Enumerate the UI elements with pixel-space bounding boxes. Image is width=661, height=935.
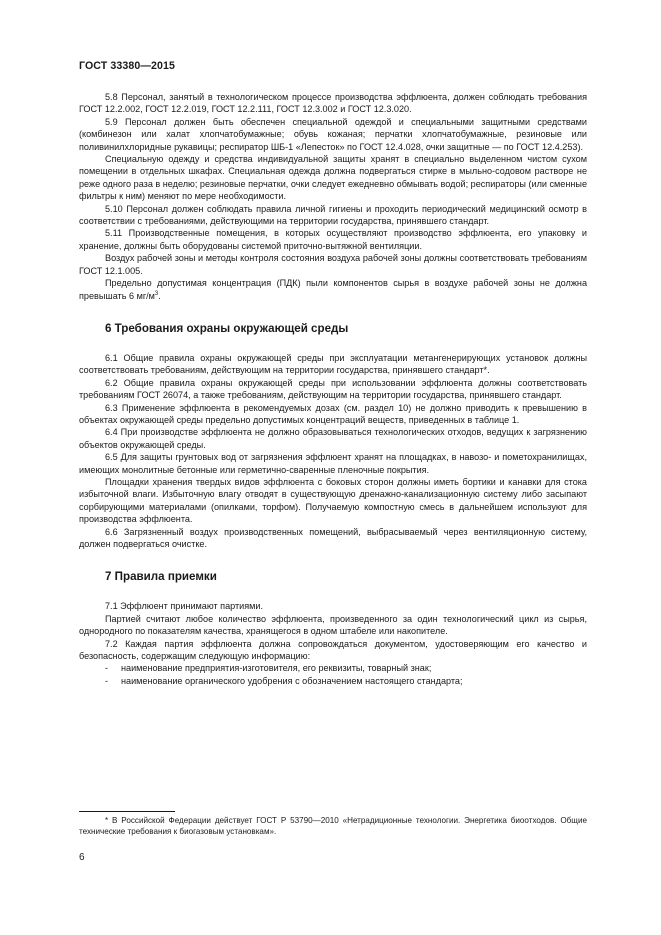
paragraph-5-8: 5.8 Персонал, занятый в технологическом процессе производства эффлюента, должен соблюдать требования ГОСТ 12.2.002, ГОСТ 12.2.019, ГОСТ 12.2.111, ГОСТ 12.3.002 и ГОСТ 12.3.020. bbox=[79, 92, 587, 115]
paragraph-6-3: 6.3 Применение эффлюента в рекомендуемых дозах (см. раздел 10) не должно приводить к превышению в объектах окружающей среды предельно допустимых концентраций веществ, приведенных в таблице 1. bbox=[79, 402, 587, 425]
paragraph-5-11-pdk bbox=[79, 277, 587, 302]
pdk-text-end: . bbox=[158, 290, 161, 301]
paragraph-5-9: 5.9 Персонал должен быть обеспечен специальной одеждой и специальными защитными средствами (комбинезон или халат хлопчатобумажные; обувь кожаная; перчатки хлопчатобумажные, резиновые или поливинилхлоридные рукавицы; респиратор ШБ-1 «Лепесток» по ГОСТ 12.4.028, очки защитные — по ГОСТ 12.4.253). bbox=[79, 116, 587, 152]
paragraph-5-11: 5.11 Производственные помещения, в которых осуществляют производство эффлюента, его упаковку и хранение, должны быть оборудованы системой приточно-вытяжной вентиляции. bbox=[79, 228, 587, 251]
paragraph-6-4: 6.4 При производстве эффлюента не должно образовываться технологических отходов, ведущих к загрязнению объектов окружающей среды. bbox=[79, 427, 587, 450]
section-7-heading: 7 Правила приемки bbox=[105, 570, 217, 584]
paragraph-6-5: 6.5 Для защиты грунтовых вод от загрязнения эффлюент хранят на площадках, в навозо- и пометохранилищах, имеющих монолитные бетонные или герметично-сваренные пленочные покрытия. bbox=[79, 452, 587, 475]
section-6-heading: 6 Требования охраны окружающей среды bbox=[105, 321, 349, 335]
paragraph-7-1-batch: Партией считают любое количество эффлюента, произведенного за один технологический цикл из сырья, однородного по показателям качества, хранящегося в одном штабеле или накопителе. bbox=[79, 613, 587, 637]
pdk-text: Предельно допустимая концентрация (ПДК) пыли компонентов сырья в воздухе рабочей зоны не должна превышать 6 мг/м bbox=[79, 278, 587, 301]
paragraph-6-1: 6.1 Общие правила охраны окружающей среды при эксплуатации метангенерирующих установок должны соответствовать требованиям, действующим на территории государства, принявшего стандарт*. bbox=[79, 352, 587, 376]
pdk-superscript: 3 bbox=[154, 290, 159, 297]
paragraph-5-10: 5.10 Персонал должен соблюдать правила личной гигиены и проходить периодический медицинский осмотр в соответствии с требованиями, действующими на территории государства, принявшего стандарт. bbox=[79, 203, 587, 227]
list-item bbox=[79, 662, 587, 674]
paragraph-6-6: 6.6 Загрязненный воздух производственных помещений, выбрасываемый через вентиляционную систему, должен подвергаться очистке. bbox=[79, 526, 587, 549]
paragraph-6-2: 6.2 Общие правила охраны окружающей среды при использовании эффлюента должны соответствовать требованиям ГОСТ 26074, а также требованиям, действующим на территории государства, принявшего стандарт. bbox=[79, 377, 587, 401]
paragraph-7-1: 7.1 Эффлюент принимают партиями. bbox=[105, 601, 264, 612]
list-dash: - bbox=[105, 675, 109, 686]
page-content bbox=[79, 91, 587, 687]
footnote-separator bbox=[79, 811, 175, 812]
paragraph-5-11-air: Воздух рабочей зоны и методы контроля состояния воздуха рабочей зоны должны соответствовать требованиям ГОСТ 12.1.005. bbox=[79, 253, 587, 276]
list-dash: - bbox=[105, 663, 109, 674]
paragraph-5-9-storage: Специальную одежду и средства индивидуальной защиты хранят в специально выделенном чистом сухом помещении в отдельных шкафах. Специальная одежда должна подвергаться стирке в мыльно-содовом растворе не реже одного раза в неделю; резиновые перчатки, очки следует ежедневно обмывать водой; респираторы (или сменные фильтры к ним) меняют по мере необходимости. bbox=[79, 154, 587, 202]
list-item bbox=[79, 675, 587, 687]
list-item-text: наименование органического удобрения с обозначением настоящего стандарта; bbox=[121, 675, 463, 686]
paragraph-7-2: 7.2 Каждая партия эффлюента должна сопровождаться документом, удостоверяющим его качество и безопасность, содержащим следующую информацию: bbox=[79, 638, 587, 662]
paragraph-6-5-storage: Площадки хранения твердых видов эффлюента с боковых сторон должны иметь бортики и канавки для стока избыточной влаги. Избыточную влагу отводят в существующую дренажно-канализационную систему либо засыпают сорбирующими материалами (опилками, торфом). Получаемую компостную смесь в дальнейшем используют для производства эффлюента. bbox=[79, 476, 587, 525]
page-number: 6 bbox=[79, 852, 85, 863]
footnote bbox=[79, 815, 587, 837]
document-header: ГОСТ 33380—2015 bbox=[79, 60, 176, 72]
footnote-text: * В Российской Федерации действует ГОСТ Р 53790—2010 «Нетрадиционные технологии. Энергетика биоотходов. Общие технические требования к биогазовым установкам». bbox=[79, 816, 587, 836]
list-item-text: наименование предприятия-изготовителя, его реквизиты, товарный знак; bbox=[121, 663, 432, 674]
